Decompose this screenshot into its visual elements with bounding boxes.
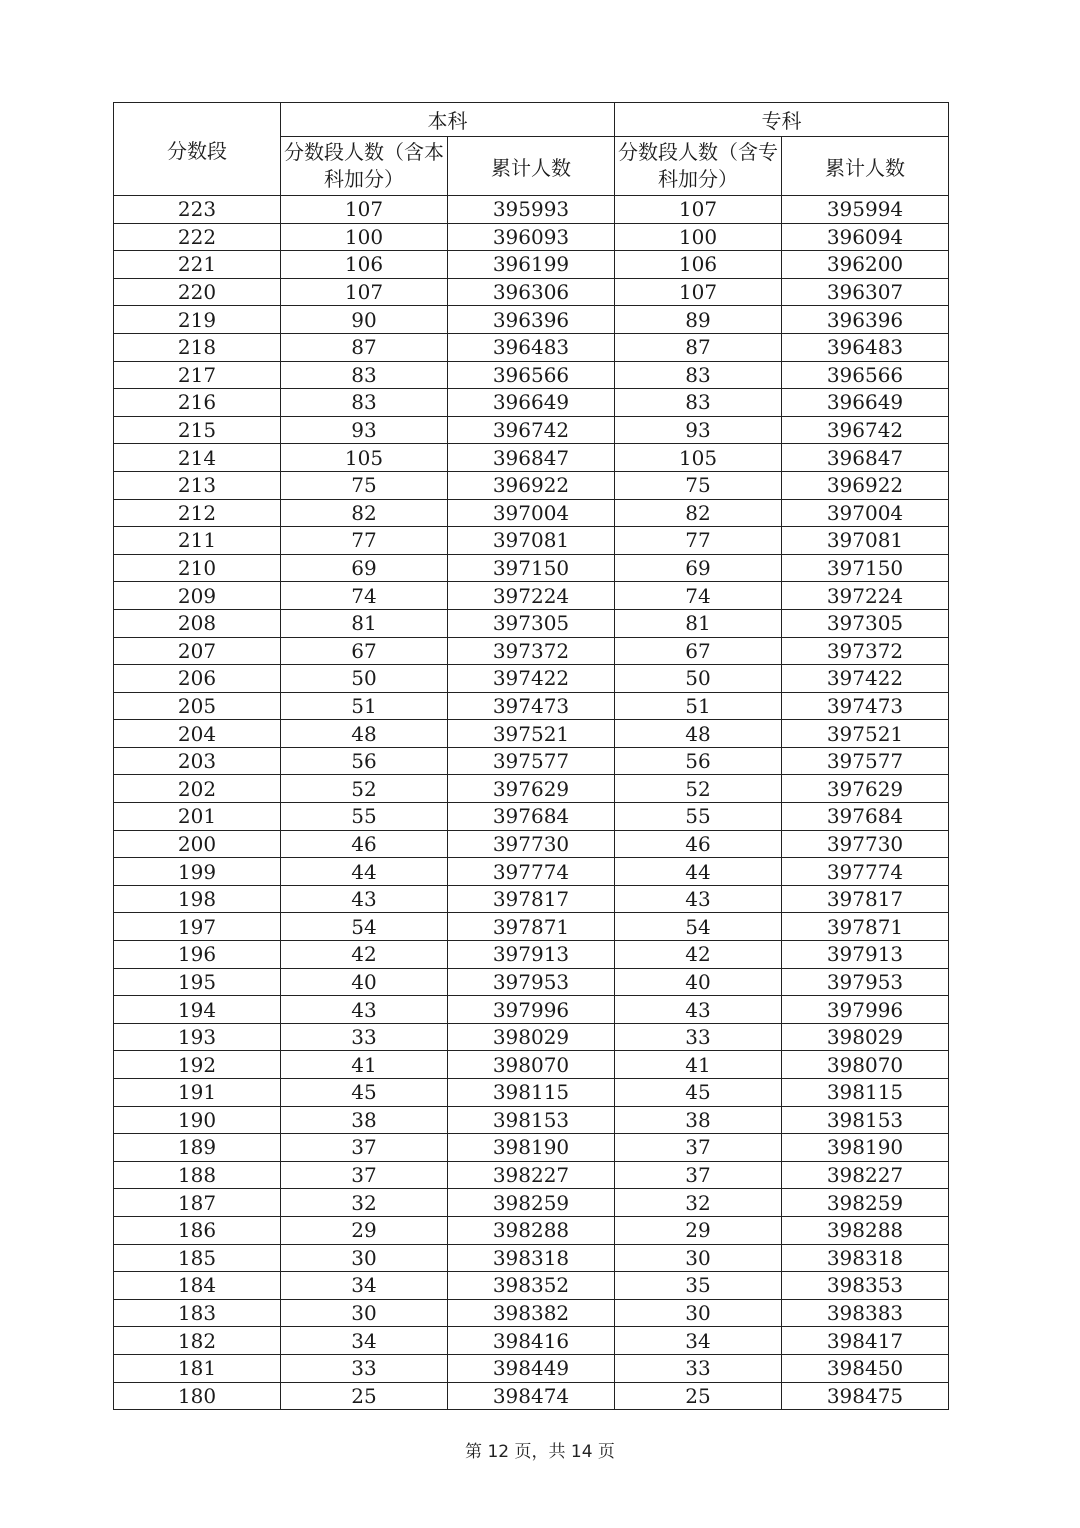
junior-count-cell: 107	[615, 278, 782, 306]
undergrad-cumulative-cell: 397996	[448, 996, 615, 1024]
undergrad-count-cell: 69	[281, 554, 448, 582]
undergrad-count-cell: 56	[281, 747, 448, 775]
header-junior: 专科	[615, 103, 949, 137]
junior-cumulative-cell: 397913	[782, 941, 949, 969]
undergrad-cumulative-cell: 396566	[448, 361, 615, 389]
table-row	[114, 196, 949, 224]
junior-count-cell: 67	[615, 637, 782, 665]
undergrad-cumulative-cell: 396649	[448, 389, 615, 417]
score-cell: 187	[114, 1189, 281, 1217]
junior-count-cell: 30	[615, 1244, 782, 1272]
score-cell: 194	[114, 996, 281, 1024]
undergrad-count-cell: 34	[281, 1272, 448, 1300]
undergrad-count-cell: 77	[281, 527, 448, 555]
junior-count-cell: 82	[615, 499, 782, 527]
junior-count-cell: 106	[615, 251, 782, 279]
table-row	[114, 582, 949, 610]
junior-count-cell: 25	[615, 1382, 782, 1410]
junior-cumulative-cell: 397629	[782, 775, 949, 803]
undergrad-count-cell: 33	[281, 1354, 448, 1382]
junior-cumulative-cell: 397081	[782, 527, 949, 555]
table-row	[114, 609, 949, 637]
undergrad-cumulative-cell: 397081	[448, 527, 615, 555]
junior-count-cell: 54	[615, 913, 782, 941]
score-cell: 185	[114, 1244, 281, 1272]
table-row	[114, 278, 949, 306]
undergrad-count-cell: 50	[281, 665, 448, 693]
undergrad-cumulative-cell: 397577	[448, 747, 615, 775]
score-cell: 183	[114, 1299, 281, 1327]
undergrad-cumulative-cell: 396093	[448, 223, 615, 251]
junior-cumulative-cell: 397871	[782, 913, 949, 941]
undergrad-cumulative-cell: 396742	[448, 416, 615, 444]
table-row	[114, 720, 949, 748]
table-row	[114, 1272, 949, 1300]
junior-count-cell: 51	[615, 692, 782, 720]
table-row	[114, 665, 949, 693]
junior-cumulative-cell: 397473	[782, 692, 949, 720]
undergrad-cumulative-cell: 396396	[448, 306, 615, 334]
score-cell: 181	[114, 1354, 281, 1382]
score-cell: 189	[114, 1134, 281, 1162]
score-cell: 198	[114, 885, 281, 913]
table-row	[114, 499, 949, 527]
undergrad-cumulative-cell: 397871	[448, 913, 615, 941]
table-row	[114, 1244, 949, 1272]
table-row	[114, 1382, 949, 1410]
score-cell: 221	[114, 251, 281, 279]
junior-cumulative-cell: 397521	[782, 720, 949, 748]
undergrad-cumulative-cell: 398227	[448, 1161, 615, 1189]
score-cell: 192	[114, 1051, 281, 1079]
undergrad-count-cell: 43	[281, 996, 448, 1024]
score-cell: 193	[114, 1023, 281, 1051]
junior-cumulative-cell: 396742	[782, 416, 949, 444]
undergrad-cumulative-cell: 398259	[448, 1189, 615, 1217]
junior-cumulative-cell: 397684	[782, 803, 949, 831]
undergrad-count-cell: 105	[281, 444, 448, 472]
score-cell: 212	[114, 499, 281, 527]
table-row	[114, 1216, 949, 1244]
undergrad-count-cell: 87	[281, 333, 448, 361]
junior-cumulative-cell: 398190	[782, 1134, 949, 1162]
undergrad-cumulative-cell: 397913	[448, 941, 615, 969]
junior-count-cell: 74	[615, 582, 782, 610]
junior-cumulative-cell: 397372	[782, 637, 949, 665]
undergrad-count-cell: 107	[281, 278, 448, 306]
undergrad-cumulative-cell: 398449	[448, 1354, 615, 1382]
table-row	[114, 389, 949, 417]
undergrad-count-cell: 38	[281, 1106, 448, 1134]
undergrad-cumulative-cell: 395993	[448, 196, 615, 224]
undergrad-count-cell: 107	[281, 196, 448, 224]
junior-count-cell: 38	[615, 1106, 782, 1134]
junior-count-cell: 83	[615, 361, 782, 389]
table-row	[114, 306, 949, 334]
junior-count-cell: 37	[615, 1161, 782, 1189]
undergrad-cumulative-cell: 397817	[448, 885, 615, 913]
table-row	[114, 1299, 949, 1327]
junior-count-cell: 45	[615, 1079, 782, 1107]
score-cell: 186	[114, 1216, 281, 1244]
undergrad-count-cell: 51	[281, 692, 448, 720]
table-row	[114, 1023, 949, 1051]
undergrad-cumulative-cell: 398153	[448, 1106, 615, 1134]
table-row	[114, 333, 949, 361]
table-row	[114, 223, 949, 251]
table-row	[114, 968, 949, 996]
table-row	[114, 775, 949, 803]
junior-count-cell: 55	[615, 803, 782, 831]
undergrad-count-cell: 29	[281, 1216, 448, 1244]
score-cell: 206	[114, 665, 281, 693]
score-cell: 219	[114, 306, 281, 334]
undergrad-cumulative-cell: 396847	[448, 444, 615, 472]
undergrad-cumulative-cell: 396483	[448, 333, 615, 361]
score-cell: 208	[114, 609, 281, 637]
undergrad-count-cell: 30	[281, 1299, 448, 1327]
undergrad-cumulative-cell: 398070	[448, 1051, 615, 1079]
table-body	[114, 196, 949, 1410]
undergrad-count-cell: 106	[281, 251, 448, 279]
table-row	[114, 913, 949, 941]
table-row	[114, 996, 949, 1024]
junior-count-cell: 41	[615, 1051, 782, 1079]
junior-count-cell: 34	[615, 1327, 782, 1355]
junior-cumulative-cell: 397817	[782, 885, 949, 913]
table-row	[114, 1134, 949, 1162]
undergrad-count-cell: 83	[281, 361, 448, 389]
junior-cumulative-cell: 397577	[782, 747, 949, 775]
undergrad-count-cell: 32	[281, 1189, 448, 1217]
junior-cumulative-cell: 397004	[782, 499, 949, 527]
junior-cumulative-cell: 396307	[782, 278, 949, 306]
junior-count-cell: 100	[615, 223, 782, 251]
junior-count-cell: 33	[615, 1023, 782, 1051]
undergrad-count-cell: 45	[281, 1079, 448, 1107]
junior-count-cell: 29	[615, 1216, 782, 1244]
undergrad-count-cell: 67	[281, 637, 448, 665]
junior-cumulative-cell: 396649	[782, 389, 949, 417]
score-cell: 222	[114, 223, 281, 251]
table-row	[114, 858, 949, 886]
table-row	[114, 803, 949, 831]
junior-count-cell: 35	[615, 1272, 782, 1300]
undergrad-count-cell: 81	[281, 609, 448, 637]
junior-cumulative-cell: 397996	[782, 996, 949, 1024]
score-cell: 220	[114, 278, 281, 306]
table-row	[114, 1079, 949, 1107]
undergrad-cumulative-cell: 396922	[448, 471, 615, 499]
junior-count-cell: 105	[615, 444, 782, 472]
table-row	[114, 444, 949, 472]
junior-count-cell: 50	[615, 665, 782, 693]
undergrad-count-cell: 82	[281, 499, 448, 527]
score-cell: 188	[114, 1161, 281, 1189]
junior-cumulative-cell: 398353	[782, 1272, 949, 1300]
undergrad-count-cell: 48	[281, 720, 448, 748]
undergrad-cumulative-cell: 397629	[448, 775, 615, 803]
undergrad-cumulative-cell: 397953	[448, 968, 615, 996]
score-cell: 216	[114, 389, 281, 417]
score-cell: 223	[114, 196, 281, 224]
undergrad-cumulative-cell: 398382	[448, 1299, 615, 1327]
junior-cumulative-cell: 398417	[782, 1327, 949, 1355]
score-cell: 217	[114, 361, 281, 389]
junior-count-cell: 30	[615, 1299, 782, 1327]
junior-cumulative-cell: 398318	[782, 1244, 949, 1272]
undergrad-count-cell: 55	[281, 803, 448, 831]
score-cell: 190	[114, 1106, 281, 1134]
table-row	[114, 1051, 949, 1079]
score-cell: 184	[114, 1272, 281, 1300]
undergrad-cumulative-cell: 397774	[448, 858, 615, 886]
junior-count-cell: 42	[615, 941, 782, 969]
header-undergrad-count: 分数段人数（含本科加分）	[281, 137, 448, 196]
junior-count-cell: 107	[615, 196, 782, 224]
table-row	[114, 251, 949, 279]
undergrad-count-cell: 90	[281, 306, 448, 334]
undergrad-cumulative-cell: 396199	[448, 251, 615, 279]
header-junior-count: 分数段人数（含专科加分）	[615, 137, 782, 196]
undergrad-cumulative-cell: 397684	[448, 803, 615, 831]
junior-cumulative-cell: 398475	[782, 1382, 949, 1410]
junior-count-cell: 43	[615, 996, 782, 1024]
table-row	[114, 830, 949, 858]
table-row	[114, 1189, 949, 1217]
undergrad-cumulative-cell: 397004	[448, 499, 615, 527]
undergrad-count-cell: 52	[281, 775, 448, 803]
table-row	[114, 527, 949, 555]
junior-count-cell: 44	[615, 858, 782, 886]
score-cell: 205	[114, 692, 281, 720]
junior-cumulative-cell: 398259	[782, 1189, 949, 1217]
score-cell: 202	[114, 775, 281, 803]
undergrad-count-cell: 37	[281, 1161, 448, 1189]
junior-count-cell: 56	[615, 747, 782, 775]
junior-count-cell: 40	[615, 968, 782, 996]
junior-cumulative-cell: 398288	[782, 1216, 949, 1244]
header-junior-cumulative: 累计人数	[782, 137, 949, 196]
junior-cumulative-cell: 397422	[782, 665, 949, 693]
table-row	[114, 554, 949, 582]
junior-cumulative-cell: 398450	[782, 1354, 949, 1382]
score-cell: 197	[114, 913, 281, 941]
undergrad-cumulative-cell: 398029	[448, 1023, 615, 1051]
score-cell: 209	[114, 582, 281, 610]
undergrad-count-cell: 46	[281, 830, 448, 858]
junior-count-cell: 37	[615, 1134, 782, 1162]
score-cell: 199	[114, 858, 281, 886]
undergrad-count-cell: 30	[281, 1244, 448, 1272]
table-row	[114, 692, 949, 720]
score-cell: 182	[114, 1327, 281, 1355]
junior-cumulative-cell: 396847	[782, 444, 949, 472]
undergrad-cumulative-cell: 397150	[448, 554, 615, 582]
undergrad-count-cell: 43	[281, 885, 448, 913]
score-cell: 201	[114, 803, 281, 831]
junior-count-cell: 83	[615, 389, 782, 417]
undergrad-cumulative-cell: 398416	[448, 1327, 615, 1355]
undergrad-count-cell: 100	[281, 223, 448, 251]
junior-count-cell: 33	[615, 1354, 782, 1382]
table-row	[114, 885, 949, 913]
table-row	[114, 471, 949, 499]
undergrad-count-cell: 74	[281, 582, 448, 610]
junior-count-cell: 77	[615, 527, 782, 555]
table-row	[114, 637, 949, 665]
score-cell: 214	[114, 444, 281, 472]
undergrad-count-cell: 75	[281, 471, 448, 499]
undergrad-count-cell: 34	[281, 1327, 448, 1355]
score-cell: 211	[114, 527, 281, 555]
junior-count-cell: 75	[615, 471, 782, 499]
junior-count-cell: 81	[615, 609, 782, 637]
junior-count-cell: 32	[615, 1189, 782, 1217]
junior-cumulative-cell: 396200	[782, 251, 949, 279]
junior-count-cell: 46	[615, 830, 782, 858]
junior-cumulative-cell: 397224	[782, 582, 949, 610]
table-row	[114, 1327, 949, 1355]
table-row	[114, 416, 949, 444]
junior-cumulative-cell: 398227	[782, 1161, 949, 1189]
table-row	[114, 1354, 949, 1382]
undergrad-count-cell: 54	[281, 913, 448, 941]
junior-cumulative-cell: 396396	[782, 306, 949, 334]
junior-cumulative-cell: 398153	[782, 1106, 949, 1134]
undergrad-count-cell: 33	[281, 1023, 448, 1051]
undergrad-cumulative-cell: 397422	[448, 665, 615, 693]
undergrad-cumulative-cell: 398115	[448, 1079, 615, 1107]
junior-count-cell: 43	[615, 885, 782, 913]
undergrad-count-cell: 44	[281, 858, 448, 886]
junior-count-cell: 69	[615, 554, 782, 582]
undergrad-cumulative-cell: 398474	[448, 1382, 615, 1410]
junior-cumulative-cell: 398070	[782, 1051, 949, 1079]
table-header	[114, 103, 949, 196]
junior-cumulative-cell: 398029	[782, 1023, 949, 1051]
undergrad-cumulative-cell: 397224	[448, 582, 615, 610]
junior-cumulative-cell: 396094	[782, 223, 949, 251]
junior-cumulative-cell: 398115	[782, 1079, 949, 1107]
undergrad-count-cell: 41	[281, 1051, 448, 1079]
score-cell: 210	[114, 554, 281, 582]
undergrad-cumulative-cell: 398288	[448, 1216, 615, 1244]
undergrad-count-cell: 42	[281, 941, 448, 969]
undergrad-count-cell: 37	[281, 1134, 448, 1162]
header-undergrad-cumulative: 累计人数	[448, 137, 615, 196]
junior-count-cell: 89	[615, 306, 782, 334]
score-cell: 213	[114, 471, 281, 499]
header-undergrad: 本科	[281, 103, 615, 137]
undergrad-count-cell: 25	[281, 1382, 448, 1410]
table-row	[114, 747, 949, 775]
table-row	[114, 1106, 949, 1134]
junior-cumulative-cell: 397150	[782, 554, 949, 582]
table-row	[114, 941, 949, 969]
junior-cumulative-cell: 397774	[782, 858, 949, 886]
undergrad-cumulative-cell: 397305	[448, 609, 615, 637]
undergrad-count-cell: 93	[281, 416, 448, 444]
score-cell: 195	[114, 968, 281, 996]
undergrad-count-cell: 83	[281, 389, 448, 417]
score-cell: 203	[114, 747, 281, 775]
undergrad-cumulative-cell: 397473	[448, 692, 615, 720]
score-cell: 180	[114, 1382, 281, 1410]
junior-cumulative-cell: 397305	[782, 609, 949, 637]
table-row	[114, 1161, 949, 1189]
table-row	[114, 361, 949, 389]
undergrad-cumulative-cell: 398190	[448, 1134, 615, 1162]
score-cell: 200	[114, 830, 281, 858]
score-cell: 196	[114, 941, 281, 969]
undergrad-cumulative-cell: 398318	[448, 1244, 615, 1272]
junior-count-cell: 87	[615, 333, 782, 361]
score-cell: 191	[114, 1079, 281, 1107]
junior-cumulative-cell: 396566	[782, 361, 949, 389]
junior-count-cell: 93	[615, 416, 782, 444]
junior-cumulative-cell: 396483	[782, 333, 949, 361]
junior-count-cell: 52	[615, 775, 782, 803]
undergrad-cumulative-cell: 398352	[448, 1272, 615, 1300]
undergrad-count-cell: 40	[281, 968, 448, 996]
junior-cumulative-cell: 397730	[782, 830, 949, 858]
undergrad-cumulative-cell: 396306	[448, 278, 615, 306]
junior-count-cell: 48	[615, 720, 782, 748]
undergrad-cumulative-cell: 397521	[448, 720, 615, 748]
undergrad-cumulative-cell: 397730	[448, 830, 615, 858]
score-cell: 215	[114, 416, 281, 444]
score-cell: 218	[114, 333, 281, 361]
junior-cumulative-cell: 396922	[782, 471, 949, 499]
score-cell: 204	[114, 720, 281, 748]
junior-cumulative-cell: 397953	[782, 968, 949, 996]
header-score-segment: 分数段	[114, 103, 281, 196]
page-footer: 第 12 页，共 14 页	[465, 1442, 615, 1462]
junior-cumulative-cell: 395994	[782, 196, 949, 224]
score-distribution-table	[113, 102, 949, 1410]
undergrad-cumulative-cell: 397372	[448, 637, 615, 665]
junior-cumulative-cell: 398383	[782, 1299, 949, 1327]
score-cell: 207	[114, 637, 281, 665]
